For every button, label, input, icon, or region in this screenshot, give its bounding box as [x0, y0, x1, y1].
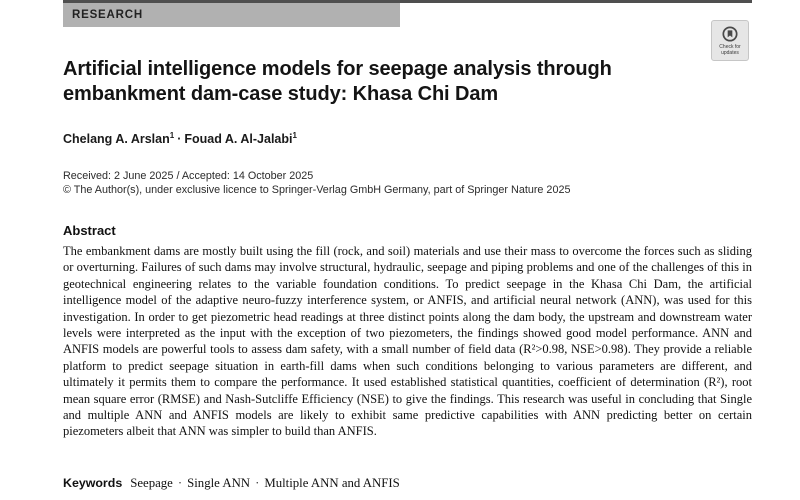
author-separator: ·	[177, 132, 182, 147]
article-meta	[63, 170, 570, 197]
author-line	[63, 131, 297, 146]
keyword-separator: ·	[177, 476, 183, 490]
keyword-item-2: Single ANN	[187, 476, 251, 490]
author-name-2: Fouad A. Al-Jalabi	[184, 132, 293, 147]
check-for-updates-badge[interactable]	[711, 20, 749, 61]
abstract-heading: Abstract	[63, 223, 116, 238]
page-title: Artificial intelligence models for seepage analysis through embankment dam-case study: Khasa Chi Dam	[63, 58, 612, 105]
keyword-item-3: Multiple ANN and ANFIS	[264, 476, 400, 490]
check-for-updates-label-line2: updates	[721, 49, 739, 56]
research-label: RESEARCH	[72, 9, 143, 21]
abstract-text: The embankment dams are mostly built using the fill (rock, and soil) materials and use their mass to overcome the forces such as sliding or overturning. Failures of such dams may involve structural, hydraulic, seepage and piping problems and one of the challenges of this in geotechnical engineering relates to the variable foundation conditions. To predict seepage in the Khasa Chi Dam, the artificial intelligence model of the adaptive neuro-fuzzy interference system, or ANFIS, and artificial neural network (ANN), was used for this investigation. In order to get piezometric head readings at three distinct points along the dam body, the upstream and downstream water levels were interpreted as the input with the exception of two piezometers, the findings showed good model performance. ANN and ANFIS models are powerful tools to assess dam safety, with a small number of field data (R²>0.98, NSE>0.98). They provide a reliable platform to predict seepage situation in earth-fill dams when such conditions belonging to various parameters are different, and ultimately it permits them to compare the performance. It used established statistical quantities, coefficient of determination (R²), root mean square error (RMSE) and Nash-Sutcliffe Efficiency (NSE) to give the findings. This research was useful in concluding that Single and multiple ANN and ANFIS models are likely to exhibit same predictive capabilities with ANN predicting better on certain piezometers albeit that ANN was simpler to build than ANFIS.	[63, 244, 752, 439]
keywords-line	[63, 476, 400, 491]
author-2-affiliation-mark: 1	[292, 131, 297, 140]
author-name-1: Chelang A. Arslan	[63, 132, 170, 147]
check-for-updates-icon	[722, 26, 738, 42]
check-for-updates-label	[719, 44, 740, 56]
check-for-updates-label-line1: Check for	[719, 43, 741, 50]
abstract-section	[63, 223, 752, 440]
keyword-separator: ·	[255, 476, 260, 490]
keywords-heading: Keywords	[63, 476, 123, 490]
received-accepted-line: Received: 2 June 2025 / Accepted: 14 October 2025	[63, 170, 314, 182]
copyright-line: © The Author(s), under exclusive licence to Springer-Verlag GmbH Germany, part of Springer Nature 2025	[63, 183, 571, 196]
research-banner	[63, 3, 400, 27]
keyword-item-1: Seepage	[130, 476, 173, 490]
author-1-affiliation-mark: 1	[169, 131, 175, 140]
